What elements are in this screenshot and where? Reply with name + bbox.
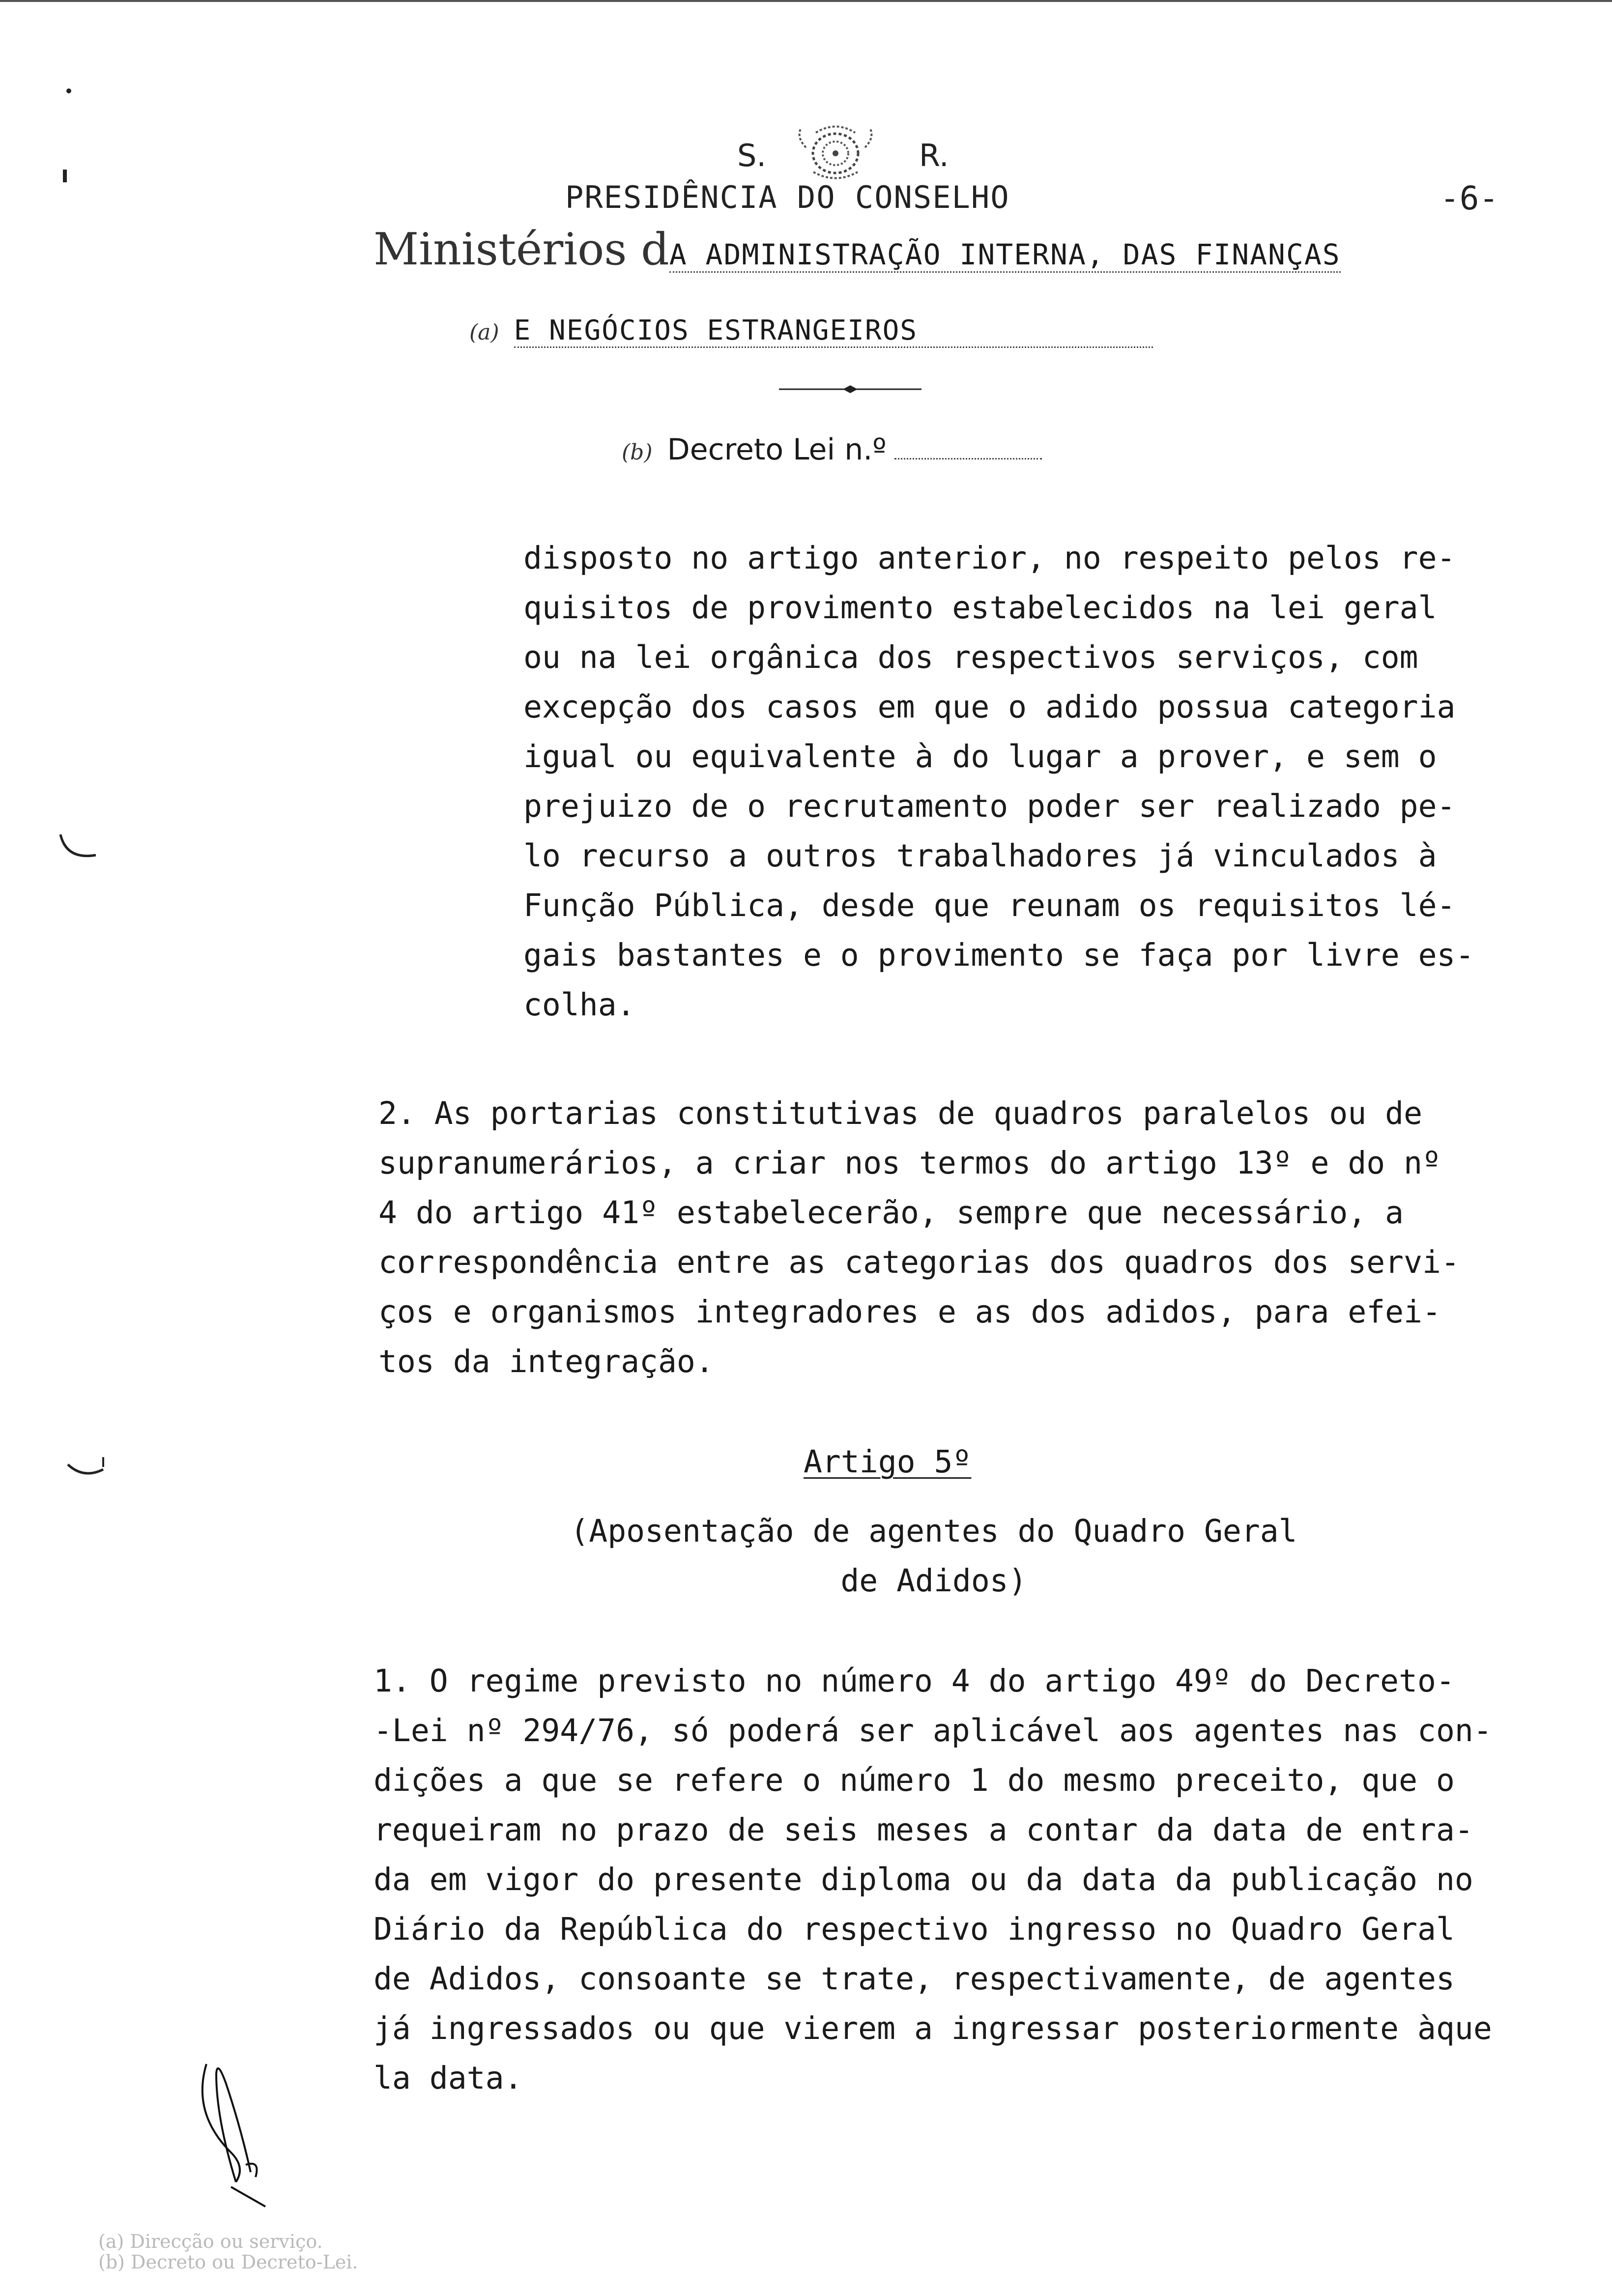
- handwritten-initials: [187, 2054, 285, 2211]
- sr-right-letter: R.: [919, 138, 949, 173]
- marker-a: (a): [469, 320, 499, 345]
- page-number: -6-: [1440, 179, 1499, 217]
- sr-left-letter: S.: [737, 138, 767, 173]
- decreto-label: Decreto Lei n.º: [667, 432, 887, 467]
- footnote-b: (b) Decreto ou Decreto-Lei.: [98, 2251, 358, 2273]
- ornament-divider: [779, 383, 921, 395]
- negocios-field: E NEGÓCIOS ESTRANGEIROS: [514, 315, 1153, 348]
- negocios-line: [469, 315, 1153, 348]
- ministerios-prefix: Ministérios d: [374, 224, 669, 275]
- punch-hole-mark: [64, 1455, 108, 1484]
- paragraph-2: 2. As portarias constitutivas de quadros paralelos ou de supranumerários, a criar nos termos do artigo 13º e do nº 4 do artigo 41º estabelecerão, sempre que necessário, a correspondência entre as categorias dos quadros dos servi- ços e organismos integradores e as dos adidos, para efei- tos da integração.: [378, 1095, 1460, 1379]
- decreto-line: [622, 432, 1042, 467]
- punch-hole-mark: [57, 831, 101, 865]
- artigo-subtitle: (Aposentação de agentes do Quadro Geral de Adidos): [570, 1513, 1297, 1599]
- coat-of-arms-icon: [786, 123, 885, 182]
- paragraph-continued: disposto no artigo anterior, no respeito pelos re- quisitos de provimento estabelecidos na lei geral ou na lei orgânica dos respectivos serviços, com excepção dos casos em que o adido possua categoria igual ou equivalente à do lugar a prover, e sem o prejuizo de o recrutamento poder ser realizado pe- lo recurso a outros trabalhadores já vinculados à Função Pública, desde que reunam os requisitos lé- gais bastantes e o provimento se faça por livre es- colha.: [523, 540, 1474, 1023]
- paragraph-3: 1. O regime previsto no número 4 do artigo 49º do Decreto- -Lei nº 294/76, só poderá ser aplicável aos agentes nas con- dições a que se refere o número 1 do mesmo preceito, que o requeiram no prazo de seis meses a contar da data de entra- da em vigor do presente diploma ou da data da publicação no Diário da República do respectivo ingresso no Quadro Geral de Adidos, consoante se trate, respectivamente, de agentes já ingressados ou que vierem a ingressar posteriormente àque la data.: [374, 1663, 1492, 2096]
- top-edge-rule: [0, 0, 1612, 2]
- ministerios-name: A ADMINISTRAÇÃO INTERNA, DAS FINANÇAS: [669, 238, 1341, 273]
- decreto-number-field: [894, 458, 1042, 459]
- marker-b: (b): [622, 440, 653, 465]
- artigo-title-text: Artigo 5º: [804, 1444, 972, 1480]
- margin-dot: [63, 170, 67, 182]
- artigo-title: [804, 1442, 971, 1482]
- footnotes: [98, 2231, 358, 2272]
- state-emblem-line: [727, 123, 983, 182]
- footnote-a: (a) Direcção ou serviço.: [98, 2231, 323, 2252]
- ministerios-line: [374, 224, 1430, 275]
- margin-dot: [66, 88, 71, 93]
- presidencia-heading: PRESIDÊNCIA DO CONSELHO: [565, 179, 1010, 215]
